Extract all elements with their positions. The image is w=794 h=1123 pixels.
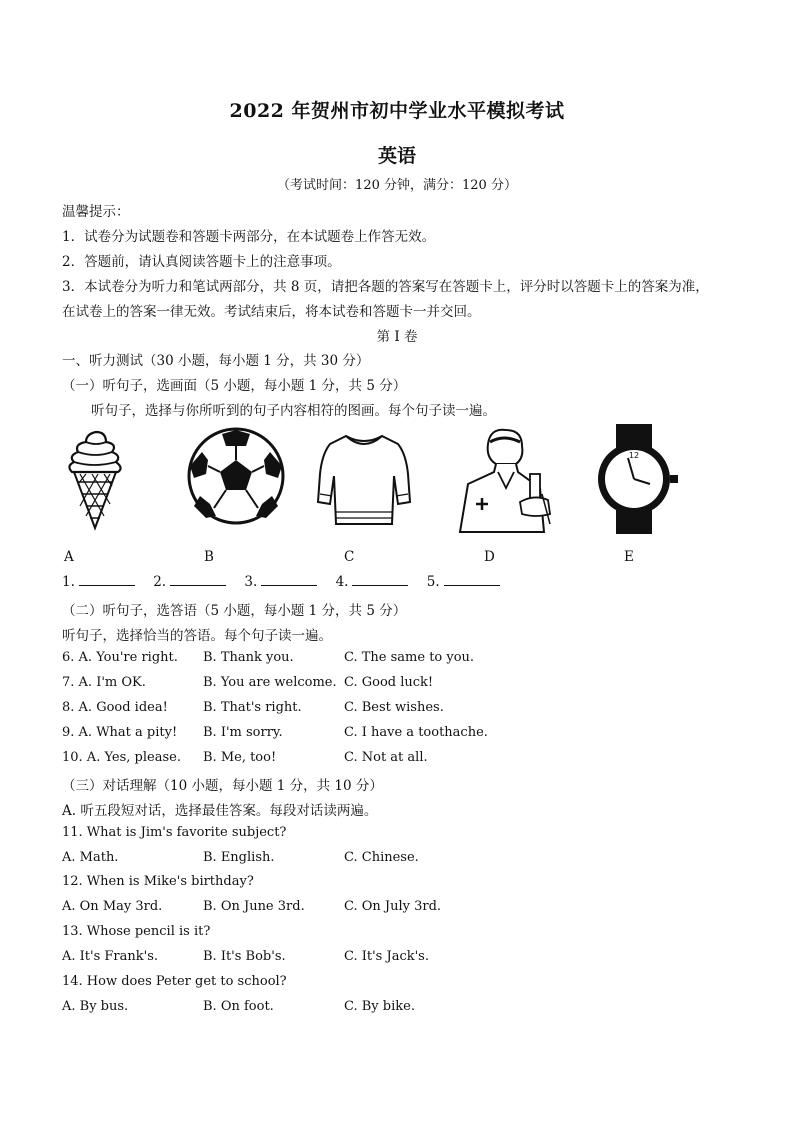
- picture-label-b: B: [204, 549, 214, 565]
- section-1-heading: 一、听力测试（30 小题，每小题 1 分，共 30 分）: [62, 353, 370, 369]
- option-a: 8. A. Good idea!: [62, 700, 168, 715]
- option-c: C. I have a toothache.: [344, 725, 488, 740]
- picture-label-c: C: [344, 549, 355, 565]
- nurse-icon: [454, 424, 558, 534]
- exam-info: （考试时间：120 分钟，满分：120 分）: [277, 178, 517, 193]
- exam-subject: 英语: [377, 145, 416, 167]
- exam-title: 2022 年贺州市初中学业水平模拟考试: [229, 100, 565, 122]
- ice-cream-icon: [60, 424, 130, 534]
- option-b: B. It's Bob's.: [203, 949, 286, 964]
- question-stem: 14. How does Peter get to school?: [62, 974, 287, 989]
- option-b: B. Thank you.: [203, 650, 294, 665]
- blank-label: 1.: [62, 574, 75, 590]
- option-c: C. It's Jack's.: [344, 949, 429, 964]
- part-1-instruction: 听句子，选择与你所听到的句子内容相符的图画。每个句子读一遍。: [91, 403, 496, 419]
- option-a: 7. A. I'm OK.: [62, 675, 146, 690]
- option-b: B. English.: [203, 850, 275, 865]
- part-2-instruction: 听句子，选择恰当的答语。每个句子读一遍。: [62, 628, 332, 644]
- option-c: C. Good luck!: [344, 675, 434, 690]
- option-c: C. Chinese.: [344, 850, 419, 865]
- option-a: 6. A. You're right.: [62, 650, 178, 665]
- question-stem: 12. When is Mike's birthday?: [62, 874, 254, 889]
- part-3-heading: （三）对话理解（10 小题，每小题 1 分，共 10 分）: [62, 778, 383, 794]
- svg-text:12: 12: [628, 451, 640, 460]
- option-c: C. The same to you.: [344, 650, 475, 665]
- picture-label-a: A: [64, 549, 74, 565]
- picture-label-d: D: [484, 549, 495, 565]
- option-a: 9. A. What a pity!: [62, 725, 178, 740]
- part-3-instruction: A. 听五段短对话，选择最佳答案。每段对话读两遍。: [62, 803, 378, 819]
- answer-blanks: [62, 573, 514, 590]
- option-b: B. On June 3rd.: [203, 899, 305, 914]
- option-b: B. You are welcome.: [203, 675, 337, 690]
- blank-label: 5.: [426, 574, 440, 590]
- option-a: A. By bus.: [62, 999, 129, 1014]
- part-2-heading: （二）听句子，选答语（5 小题，每小题 1 分，共 5 分）: [62, 603, 407, 619]
- notice-item-3-line-2: 在试卷上的答案一律无效。考试结束后，将本试卷和答题卡一并交回。: [62, 304, 481, 320]
- notice-item-1: 1．试卷分为试题卷和答题卡两部分，在本试题卷上作答无效。: [62, 229, 436, 245]
- answer-blank[interactable]: [170, 573, 226, 586]
- option-a: 10. A. Yes, please.: [62, 750, 181, 765]
- option-b: B. Me, too!: [203, 750, 277, 765]
- notice-item-2: 2．答题前，请认真阅读答题卡上的注意事项。: [62, 254, 341, 270]
- part-1-heading: （一）听句子，选画面（5 小题，每小题 1 分，共 5 分）: [62, 378, 407, 394]
- question-stem: 13. Whose pencil is it?: [62, 924, 211, 939]
- sweater-icon: [316, 424, 412, 534]
- notice-item-3-line-1: 3．本试卷分为听力和笔试两部分，共 8 页，请把各题的答案写在答题卡上，评分时以答题卡上的答案为准，: [62, 279, 709, 295]
- option-b: B. On foot.: [203, 999, 274, 1014]
- option-a: A. On May 3rd.: [62, 899, 163, 914]
- question-stem: 11. What is Jim's favorite subject?: [62, 825, 287, 840]
- option-c: C. By bike.: [344, 999, 415, 1014]
- answer-blank[interactable]: [261, 573, 317, 586]
- option-c: C. On July 3rd.: [344, 899, 442, 914]
- answer-blank[interactable]: [79, 573, 135, 586]
- answer-blank[interactable]: [444, 573, 500, 586]
- option-a: A. Math.: [62, 850, 119, 865]
- notice-heading: 温馨提示：: [62, 204, 130, 220]
- soccer-ball-icon: [186, 424, 286, 534]
- option-c: C. Best wishes.: [344, 700, 444, 715]
- picture-label-e: E: [624, 549, 634, 565]
- volume-label: 第 I 卷: [376, 329, 418, 345]
- watch-icon: [588, 424, 684, 534]
- answer-blank[interactable]: [352, 573, 408, 586]
- option-b: B. That's right.: [203, 700, 302, 715]
- option-a: A. It's Frank's.: [62, 949, 159, 964]
- picture-row: [60, 424, 750, 534]
- option-b: B. I'm sorry.: [203, 725, 283, 740]
- option-c: C. Not at all.: [344, 750, 428, 765]
- blank-label: 4.: [335, 574, 349, 590]
- blank-label: 2.: [153, 574, 167, 590]
- blank-label: 3.: [244, 574, 258, 590]
